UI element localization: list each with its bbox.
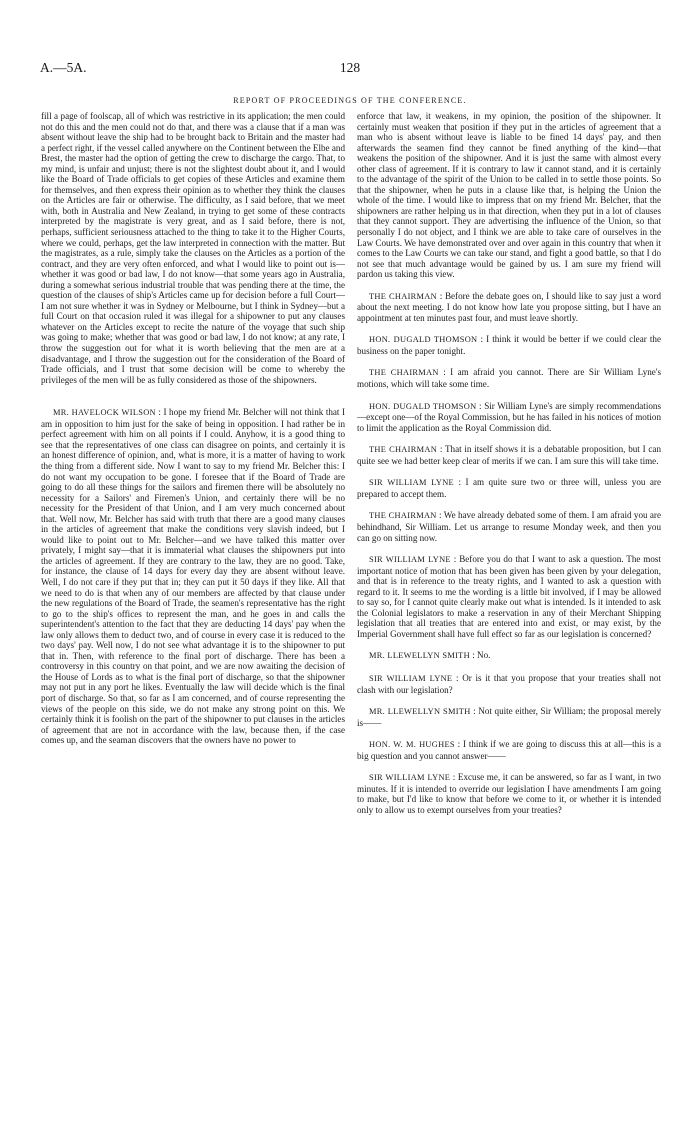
paragraph: fill a page of foolscap, all of which was restrictive in its application; the men could not do this and the men could not do that, and there was a clause that if a man was absent without leave the ship had to be brought back to Britain and the master had a perfect right, if the vessel called anywhere on the Continent between the Elbe and Brest, the master had the option of getting the crew to discharge the cargo. That, to my mind, is unfair and unjust; there is not the slightest doubt about it, and I would like the Board of Trade officials to get copies of these Articles and examine them for themselves, and then express their opinion as to whether they think the clauses on the Articles are fair or otherwise. The difficulty, as I said before, that we meet with, both in Australia and New Zealand, in trying to get some of these contracts interpreted by the magistrate is very great, and as I said before, there is not, perhaps, sufficient seriousness attached to the thing to take it to the Higher Courts, where we could, perhaps, get the law interpreted in connection with the matter. But the magistrates, as a rule, simply take the clauses on the Articles as a portion of the contract, and they are very often enforced, and what I would like to point out is—whether it was good or bad law, I do not know—that some years ago in Australia, during a somewhat serious industrial trouble that was pending there at the time, the question of the clauses of ship's Articles came up for decision before a full Court—I am not sure whether it was in Sydney or Melbourne, but I think in Sydney—but a full Court on that occasion ruled it was illegal for a shipowner to put any clauses whatever on the Articles except to recite the nature of the voyage that such ship was going to make; whether that was good or bad law, I do not know; at any rate, I throw the suggestion out for what it is worth believing that the men are at a disadvantage, and I throw the suggestion out for the consideration of the Board of Trade officials, and I trust that some decision will be come to whereby the privileges of the men will be as fully considered as those of the shipowners. — [41, 111, 345, 385]
paragraph: enforce that law, it weakens, in my opinion, the position of the shipowner. It certainly must weaken that position if they put in the articles of agreement that a man who is absent without leave is liable to be fined 14 days' pay, and then afterwards the seamen find they cannot be fined anything of the kind—that weakens the position of the shipowner. And it is just the same with almost every other class of agreement. If it is contrary to law it cannot stand, and it is certainly to the advantage of the spirit of the Union to be called in to settle those points. So that the shipowner, when he puts in a clause like that, is helping the Union the whole of the time. I would like to impress that on my friend Mr. Belcher, that the shipowners are rather helping us in that direction, when they put in a lot of clauses that they cannot support. They are advertising the influence of the Union, so that personally I do not object, and I think we are able to take care of ourselves in the Law Courts. We have demonstrated over and over again in this country that when it comes to the Law Courts we can take our stand, and fight a good battle, so that I do not see that much advantage would be gained by us. I am sure my friend will pardon us taking this view. — [357, 111, 661, 280]
speaker-name: HON. W. M. HUGHES — [369, 740, 455, 750]
page-header — [40, 60, 660, 76]
page-number: 128 — [339, 60, 361, 75]
speech-paragraph: THE CHAIRMAN : We have already debated some of them. I am afraid you are behindhand, Sir William. Let us arrange to resume Monday week, and then you can go on sitting now. — [357, 510, 661, 543]
speech-paragraph: SIR WILLIAM LYNE : I am quite sure two or three will, unless you are prepared to accept them. — [357, 477, 661, 499]
speaker-name: THE CHAIRMAN — [369, 445, 438, 455]
speaker-name: SIR WILLIAM LYNE — [369, 773, 451, 783]
speech-paragraph: MR. LLEWELLYN SMITH : No. — [369, 650, 491, 661]
speech-paragraph: SIR WILLIAM LYNE : Excuse me, it can be answered, so far as I want, in two minutes. If it is intended to override our legislation I have amendments I am going to make, but I'd like to know that before we come to it, or whether it is intended only to allow us to exempt ourselves from your treaties? — [357, 772, 661, 815]
speaker-name: THE CHAIRMAN — [369, 368, 439, 378]
speech-paragraph: THE CHAIRMAN : I am afraid you cannot. There are Sir William Lyne's motions, which will take some time. — [357, 367, 662, 390]
speech-paragraph: SIR WILLIAM LYNE : Or is it that you propose that your treaties shall not clash with our legislation? — [357, 672, 661, 695]
speaker-name: HON. DUGALD THOMSON — [369, 401, 477, 411]
speech-paragraph: MR. HAVELOCK WILSON : I hope my friend Mr. Belcher will not think that I am in opposition to him just for the sake of being in opposition. I had rather be in perfect agreement with him on all points if I could. Anyhow, it is a good thing to see that the representatives of one class can disagree on points, and certainly it is an honest difference of opinion, and, what is more, it is a matter of having to work the thing from a different side. Now I want to say to my friend Mr. Belcher this: I do not want my occupation to be gone. I foresee that if the Board of Trade are going to do all these things for the sailors and firemen there will be absolutely no necessity for a Sailors' and Firemen's Union, and certainly there will be no necessity for the President of that Union, and I am very much concerned about that. Well now, Mr. Belcher has said with truth that there are a good many clauses in the articles of agreement that make the conditions very slavish indeed, but I would like to point out to Mr. Belcher—and we have talked this matter over privately, I might say—that it is immaterial what clauses the shipowners put into the articles of agreement. If they are contrary to the law, they are no good. Take, for instance, the clause of 14 days for every day they are absent without leave. Well, I do not care if they put that in; they can put it 50 days if they like. All that we need to do is that when any of our members are affected by that clause under the new regulations of the Board of Trade, the seamen's representative has the right to go to the ship's offices to represent the man, and he goes in and calls the superintendent's attention to the fact that they are deducting 14 days' pay when the law only allows them to deduct two, and of course in every case it is reduced to the two days' pay. Well now, I do not see what advantage it is to the shipowner to put that in. Then, with reference to the final port of discharge. There has been a controversy in this country on that point, and we are now awaiting the decision of the House of Lords as to what is the final port of discharge, so that the shipowner may not put in any port he likes. Eventually the law will decide which is the final port of discharge. So that, so far as I am concerned, and of course representing the views of the people on this side, we do not make any strong point on this. We certainly think it is foolish on the part of the shipowner to put clauses in the articles of agreement that are not in accordance with the law, because then, if the case comes up, and the seaman discovers that the owners have no power to — [41, 407, 346, 746]
speech-paragraph: HON. DUGALD THOMSON : I think it would be better if we could clear the business on the paper tonight. — [357, 334, 661, 356]
speech-paragraph: HON. W. M. HUGHES : I think if we are going to discuss this at all—this is a big question and you cannot answer—— — [357, 739, 662, 761]
speaker-name: HON. DUGALD THOMSON — [369, 335, 478, 345]
speech-paragraph: THE CHAIRMAN : That in itself shows it is a debatable proposition, but I can quite see we had better keep clear of merits if we can. I am sure this will take time. — [357, 444, 661, 466]
speaker-name: MR. LLEWELLYN SMITH — [369, 651, 470, 661]
speech-paragraph: MR. LLEWELLYN SMITH : Not quite either, Sir William; the proposal merely is—— — [357, 706, 661, 728]
speech-paragraph: SIR WILLIAM LYNE : Before you do that I want to ask a question. The most important notice of motion that has been given has been given by your delegation, and that is in reference to the treaty rights, and I wanted to ask a question with regard to it. It seems to me the wording is a little bit involved, if I may be allowed to say so, for I cannot quite clearly make out what is intended. Is it intended to ask the Colonial legislators to make a reservation in any of their Merchant Shipping legislation that all treaties that are entered into and exist, or may exist, by the Imperial Government shall have full effect so far as our legislation is concerned? — [357, 554, 661, 639]
left-column — [41, 111, 345, 746]
running-title: REPORT OF PROCEEDINGS OF THE CONFERENCE. — [233, 96, 467, 105]
speaker-name: SIR WILLIAM LYNE — [369, 555, 451, 565]
speaker-name: MR. LLEWELLYN SMITH — [369, 707, 471, 717]
speaker-name: SIR WILLIAM LYNE — [369, 673, 453, 683]
speech-paragraph: THE CHAIRMAN : Before the debate goes on, I should like to say just a word about the next meeting. I do not know how late you propose sitting, but I have an appointment at ten minutes past four, and must leave shortly. — [357, 290, 662, 323]
document-reference: A.—5A. — [40, 60, 87, 75]
speaker-name: THE CHAIRMAN — [369, 511, 437, 521]
speaker-name: THE CHAIRMAN — [369, 291, 438, 301]
speaker-name: MR. HAVELOCK WILSON — [53, 408, 156, 418]
speaker-name: SIR WILLIAM LYNE — [369, 478, 454, 488]
right-column — [357, 111, 661, 815]
speech-paragraph: HON. DUGALD THOMSON : Sir William Lyne's are simply recommendations—except one—of the Royal Commission, but he has failed in his notices of motion to limit the application as the Royal Commission did. — [357, 400, 661, 433]
